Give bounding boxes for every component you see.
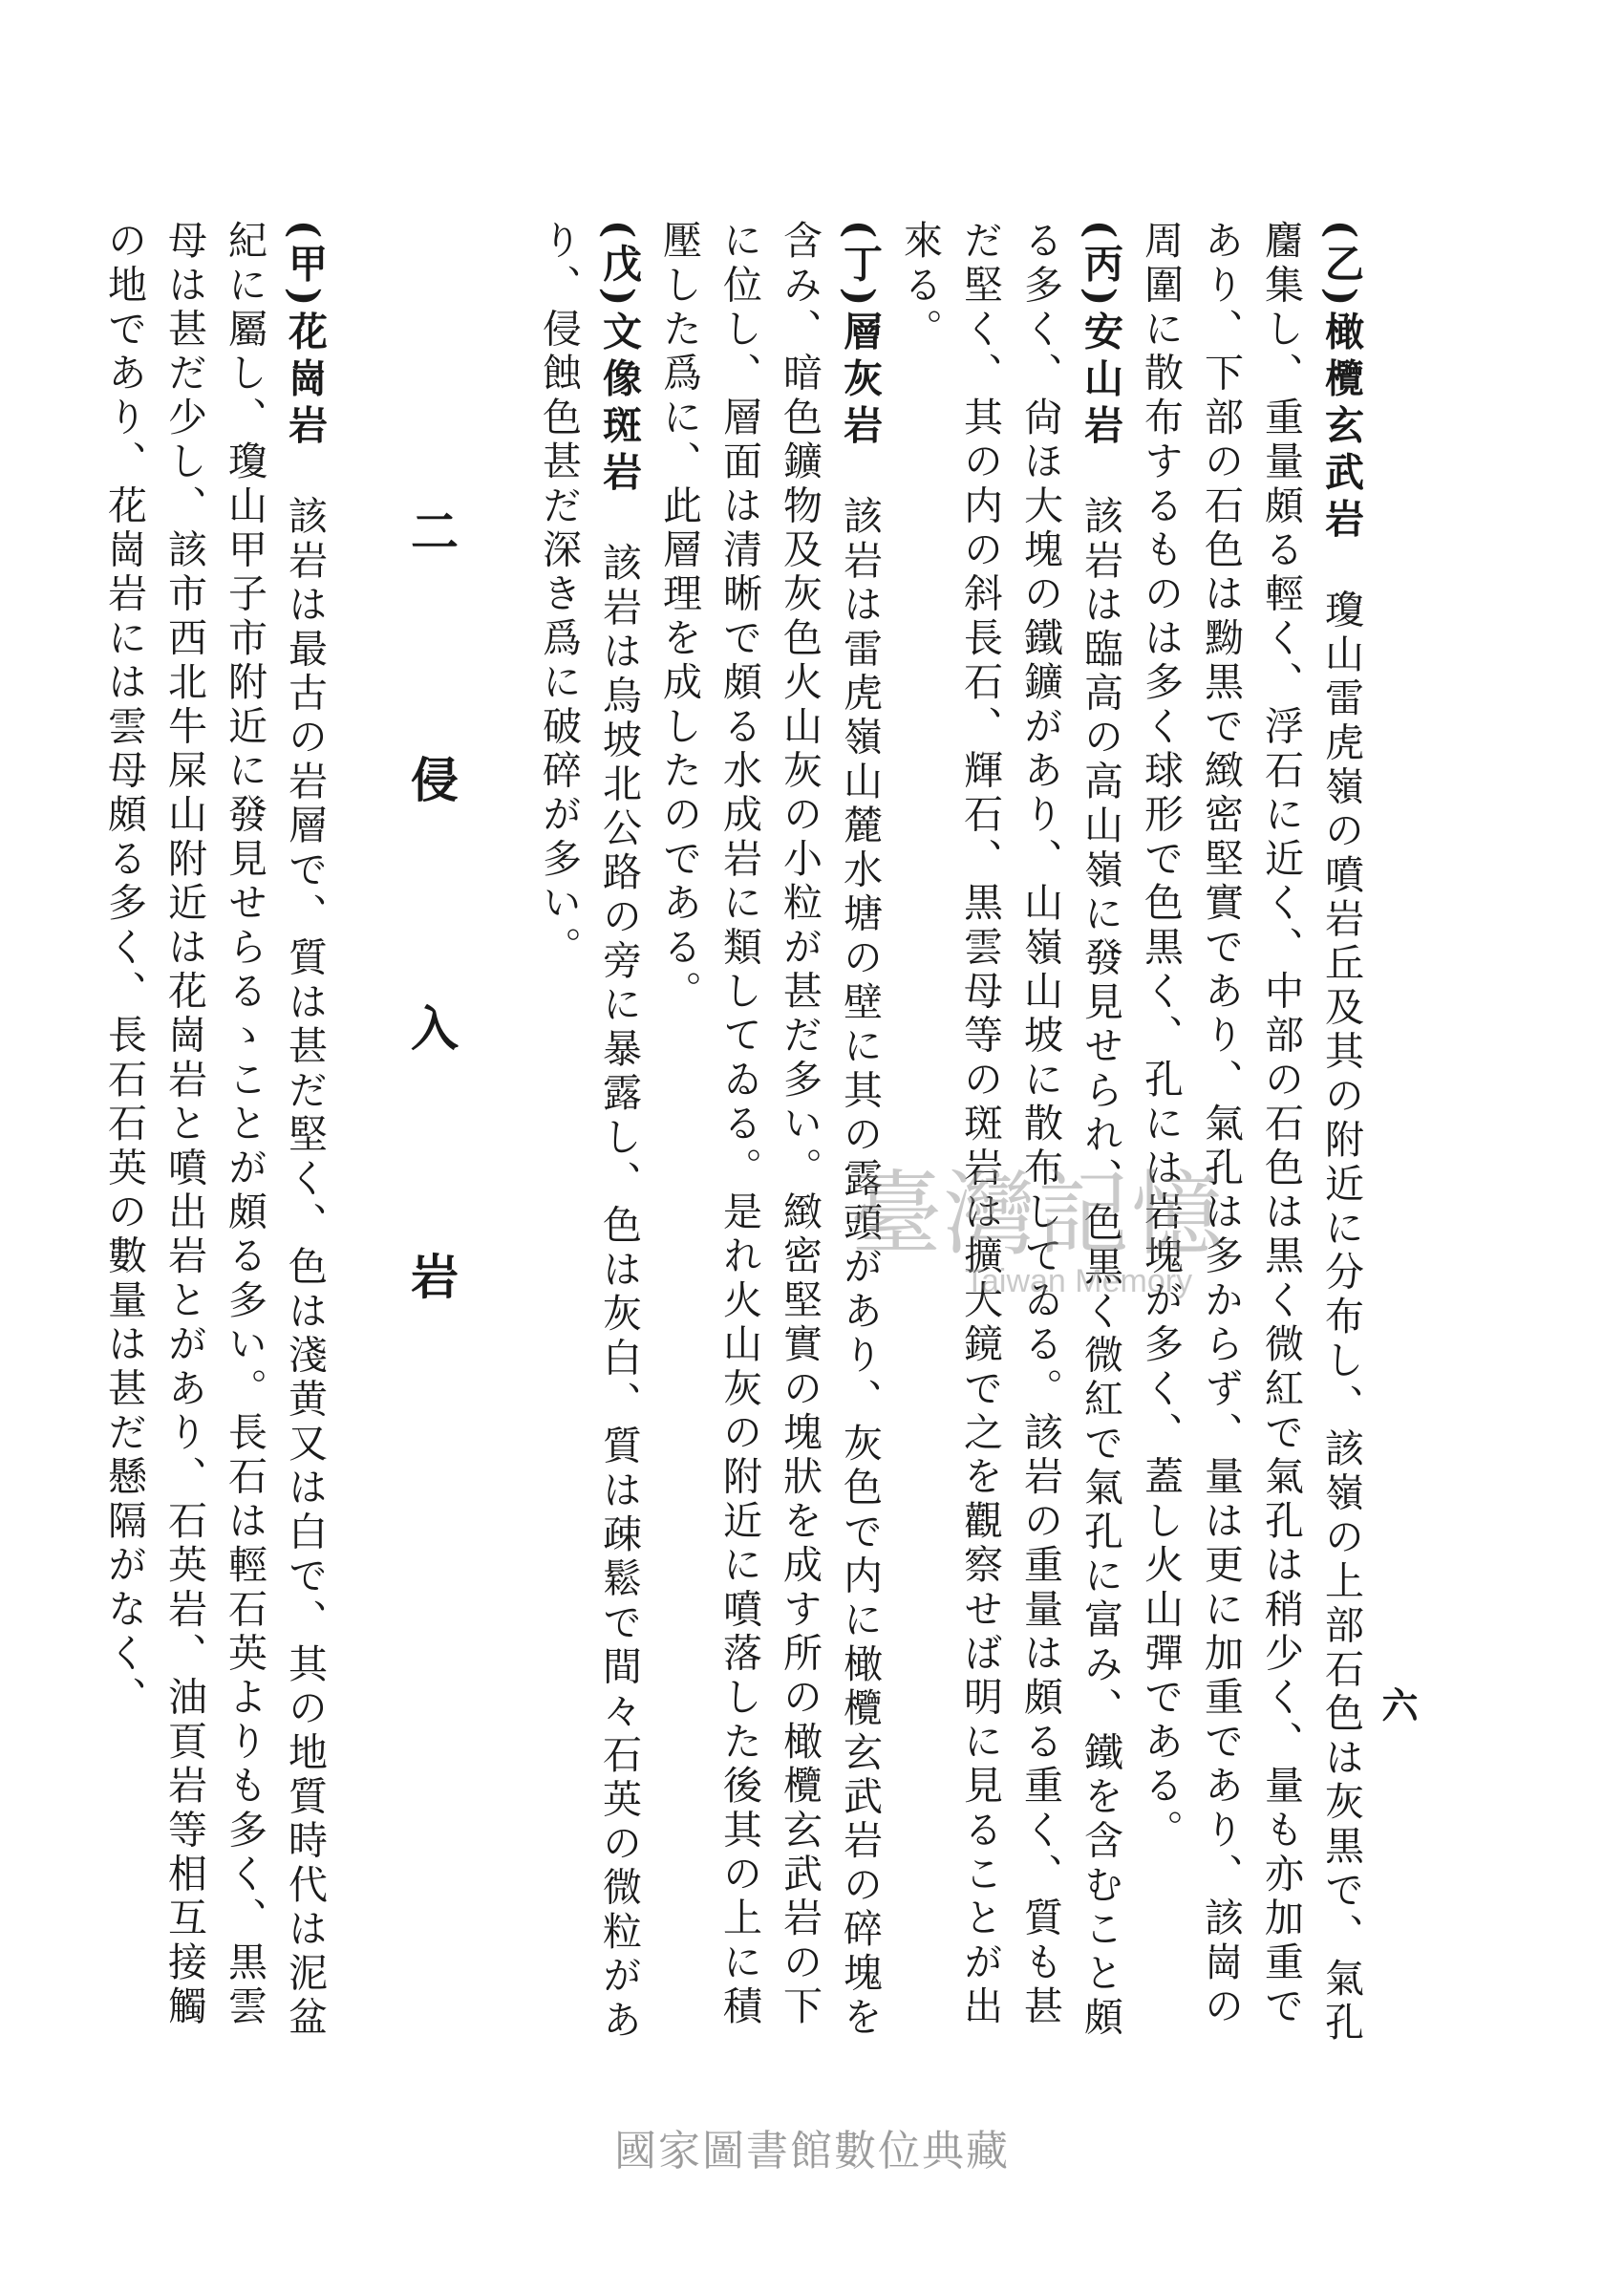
paragraph-kou: [94, 220, 334, 2064]
paragraph-bo: [528, 220, 649, 2064]
item-label: (乙): [1318, 220, 1364, 311]
item-label: (丙): [1078, 220, 1123, 311]
rock-name: 安山岩: [1078, 311, 1123, 452]
paragraph-hei: [889, 220, 1130, 2064]
section-heading: 二 侵 入 岩: [403, 506, 459, 1376]
paragraph-text: 該岩は臨高の高山嶺に發見せられ、色黒く微紅で氣孔に富み、鐵を含むこと頗る多く、尙ほ大塊の鐵鑛があり、山嶺山坡に散布してゐる。該岩の重量は頗る重く、質も甚だ堅く、其の内の斜長石、輝石、黒雲母等の斑岩は擴大鏡で之を觀察せば明に見ることが出來る。: [897, 220, 1123, 2041]
paragraph-text: 該岩は烏坡北公路の旁に暴露し、色は灰白、質は疎鬆で間々石英の微粒があり、侵蝕色甚だ深き爲に破碎が多い。: [536, 220, 642, 2044]
paragraph-text: 瓊山雷虎嶺の噴岩丘及其の附近に分布し、該嶺の上部石色は灰黒で、氣孔麕集し、重量頗る輕く、浮石に近く、中部の石色は黒く微紅で氣孔は稍少く、量も亦加重であり、下部の石色は黝黒で緻密堅實であり、氣孔は多からず、量は更に加重であり、該崗の周圍に散布するものは多く球形で色黒く、孔には岩塊が多く、蓋し火山彈である。: [1138, 220, 1364, 2047]
paragraph-text: 該岩は雷虎嶺山麓水塘の壁に其の露頭があり、灰色で内に橄欖玄武岩の碎塊を含み、暗色鑛物及灰色火山灰の小粒が甚だ多い。緻密堅實の塊狀を成す所の橄欖玄武岩の下に位し、層面は清晰で頗る水成岩に類してゐる。是れ火山灰の附近に噴落した後其の上に積壓した爲に、此層理を成したのである。: [656, 220, 883, 2041]
rock-name: 花崗岩: [282, 311, 328, 452]
watermark-main: 臺灣記憶: [850, 1161, 1225, 1268]
rock-name: 文像斑岩: [596, 311, 642, 499]
rock-name: 層灰岩: [837, 311, 883, 452]
footer-credit: 國家圖書館數位典藏: [614, 2127, 1010, 2175]
paragraph-text: 該岩は最古の岩層で、質は甚だ堅く、色は淺黄又は白で、其の地質時代は泥盆紀に屬し、瓊山甲子市附近に發見せらるゝことが頗る多い。長石は輕石英よりも多く、黒雲母は甚だ少し、該市西北牛屎山附近は花崗岩と噴出岩とがあり、石英岩、油頁岩等相互接觸の地であり、花崗岩には雲母頗る多く、長石石英の數量は甚だ懸隔がなく、: [101, 220, 328, 2041]
paragraph-tei: [649, 220, 889, 2064]
item-label: (戊): [596, 220, 642, 311]
item-label: (丁): [837, 220, 883, 311]
document-body: [62, 220, 1371, 2064]
page-number: 六: [1376, 1686, 1419, 1723]
item-label: (甲): [282, 220, 328, 311]
rock-name: 橄欖玄武岩: [1318, 311, 1364, 546]
watermark-sub: Taiwan Memory: [965, 1263, 1193, 1299]
paragraph-otsu: [1130, 220, 1371, 2064]
